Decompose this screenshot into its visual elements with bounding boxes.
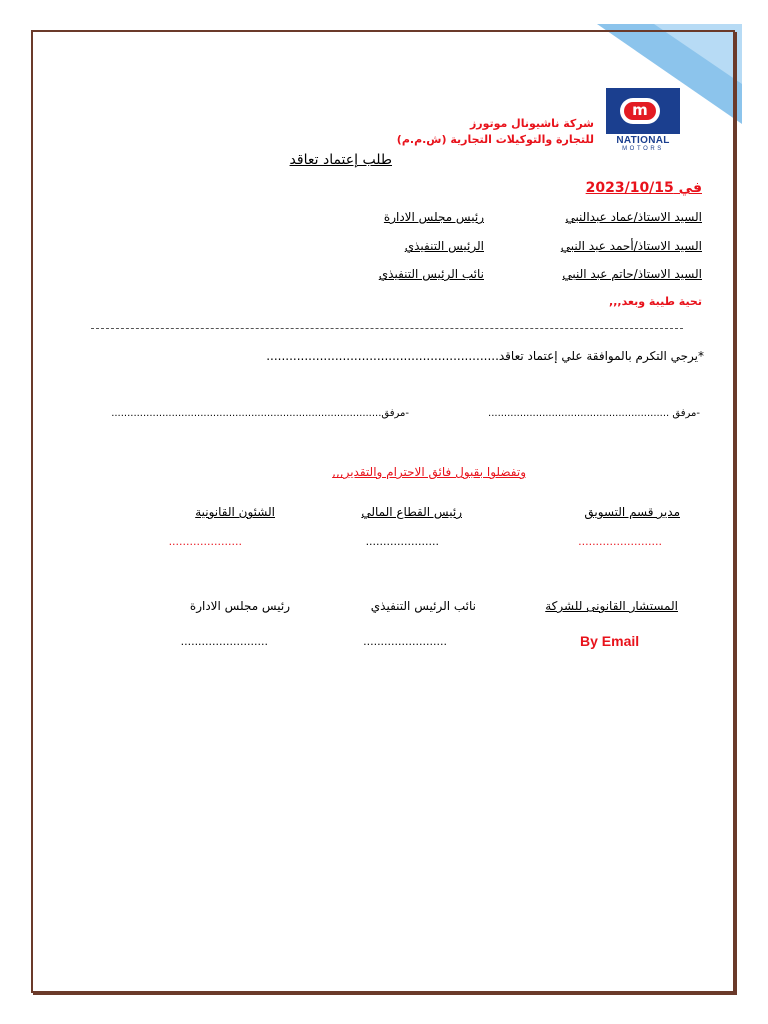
attachment-right: -مرفق ......................................................... [488,408,700,419]
attachment-left: -مرفق..................................................................................... [111,408,409,419]
company-name-line2: للتجارة والتوكيلات التجارية (ش.م.م) [396,133,594,146]
company-name-line1: شركة ناشيونال موتورز [469,117,594,130]
signature-title-marketing: مدير قسم التسويق [584,505,680,519]
recipient-role-3: نائب الرئيس التنفيذي [378,267,484,281]
signature-value-by-email: By Email [580,633,640,649]
logo-mark-icon [606,88,680,134]
logo-brand-sub: MOTORS [622,146,664,152]
national-motors-logo [604,88,680,154]
recipient-role-1: رئيس مجلس الادارة [383,210,484,224]
signature-title-chairman: رئيس مجلس الادارة [189,599,290,613]
recipient-name-1: السيد الاستاذ/عماد عبدالنبي [565,210,702,224]
logo-brand-word: NATIONAL [616,135,670,146]
signature-line-vice-ceo: ........................ [363,635,447,648]
section-divider [91,328,683,329]
document-date: في 2023/10/15 [585,180,702,196]
recipient-name-3: السيد الاستاذ/حاتم عبد النبي [562,267,702,281]
recipient-role-2: الرئيس التنفيذي [404,239,484,253]
document-title: طلب إعتماد تعاقد [289,152,392,168]
signature-line-chairman: ......................... [180,635,268,648]
signature-title-vice-ceo: نائب الرئيس التنفيذي [370,599,476,613]
signature-line-marketing: ........................ [578,535,662,548]
closing-line: وتفضلوا بقبول فائق الاحترام والتقدير,,, [332,465,526,479]
greeting: تحية طيبة وبعد,,, [609,295,702,308]
signature-line-finance: ..................... [365,535,439,548]
recipient-name-2: السيد الاستاذ/أحمد عبد النبي [560,239,702,253]
signature-title-legal-counsel: المستشار القانونى للشركة [545,599,678,613]
signature-title-legal: الشئون القانونية [195,505,275,519]
signature-line-legal: ..................... [168,535,242,548]
signature-title-finance: رئيس القطاع المالي [361,505,462,519]
request-line: *يرجي التكرم بالموافقة علي إعتماد تعاقد............................................................. [266,349,704,363]
logo-mark-letter: m [624,102,656,120]
